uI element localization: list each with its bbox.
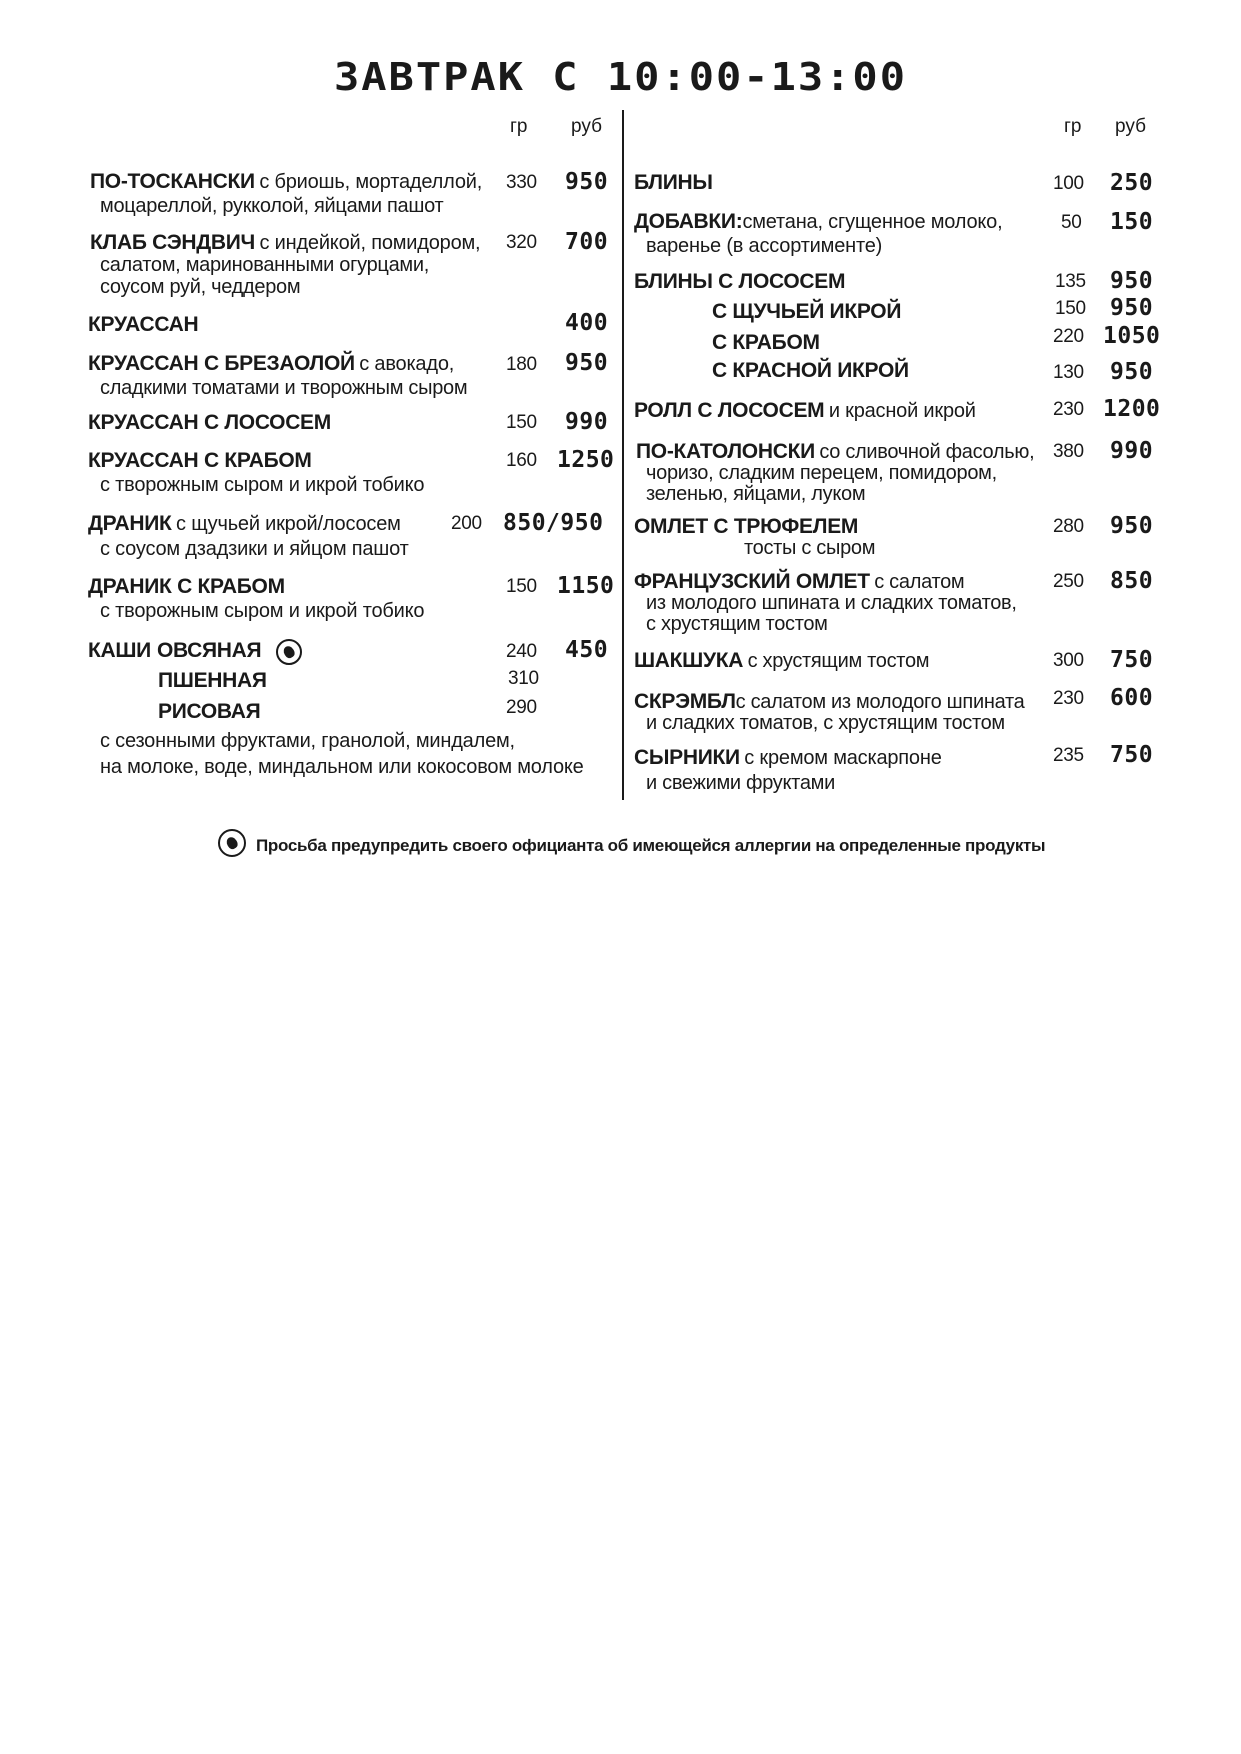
item-price: 1050 bbox=[1103, 323, 1161, 349]
item-desc-line: салатом, маринованными огурцами, bbox=[100, 254, 429, 276]
item-desc-line: из молодого шпината и сладких томатов, bbox=[646, 592, 1017, 614]
item-price: 950 bbox=[565, 169, 609, 195]
item-desc: с индейкой, помидором, bbox=[259, 232, 481, 254]
menu-item-scramble bbox=[634, 690, 1024, 714]
menu-item-pancakes: БЛИНЫ bbox=[634, 171, 713, 194]
item-desc-line: с творожным сыром и икрой тобико bbox=[100, 474, 425, 496]
menu-item-truffle-omelette: ОМЛЕТ С ТРЮФЕЛЕМ bbox=[634, 515, 859, 538]
menu-item-toscana bbox=[90, 170, 482, 194]
porridge-oat: ОВСЯНАЯ bbox=[157, 639, 262, 662]
item-desc-line: тосты с сыром bbox=[744, 537, 876, 559]
item-grams: 380 bbox=[1053, 441, 1084, 462]
item-desc-line: варенье (в ассортименте) bbox=[646, 235, 883, 257]
item-name: ПО-КАТОЛОНСКИ bbox=[636, 440, 815, 463]
item-price: 1200 bbox=[1103, 396, 1161, 422]
item-grams: 250 bbox=[1053, 571, 1084, 592]
item-price: 600 bbox=[1110, 685, 1154, 711]
item-desc-line: сладкими томатами и творожным сыром bbox=[100, 377, 468, 399]
item-desc-line: с хрустящим тостом bbox=[646, 613, 828, 635]
item-price: 850 bbox=[1110, 568, 1154, 594]
item-desc: с салатом bbox=[874, 571, 965, 593]
menu-item-club-sandwich bbox=[90, 231, 480, 255]
item-price: 1250 bbox=[557, 447, 615, 473]
menu-item-dranik-crab: ДРАНИК С КРАБОМ bbox=[88, 575, 285, 598]
item-name: ШАКШУКА bbox=[634, 649, 744, 672]
allergy-icon bbox=[218, 829, 246, 857]
item-desc: со сливочной фасолью, bbox=[819, 441, 1035, 463]
item-desc: с хрустящим тостом bbox=[747, 650, 930, 672]
item-price: 990 bbox=[565, 409, 609, 435]
item-grams: 290 bbox=[506, 697, 537, 718]
item-grams: 310 bbox=[508, 668, 539, 689]
menu-item-porridge: КАШИ bbox=[88, 639, 151, 662]
item-grams: 150 bbox=[506, 576, 537, 597]
item-grams: 330 bbox=[506, 172, 537, 193]
menu-item-shakshuka bbox=[634, 649, 929, 673]
menu-item-pancakes-red-caviar: С КРАСНОЙ ИКРОЙ bbox=[712, 359, 909, 382]
item-desc-line: с творожным сыром и икрой тобико bbox=[100, 600, 425, 622]
item-desc: и красной икрой bbox=[828, 400, 976, 422]
item-desc: с салатом из молодого шпината bbox=[735, 691, 1025, 713]
item-grams: 235 bbox=[1053, 745, 1084, 766]
item-grams: 240 bbox=[506, 641, 537, 662]
allergy-icon bbox=[276, 639, 302, 665]
item-grams: 100 bbox=[1053, 173, 1084, 194]
item-price: 990 bbox=[1110, 438, 1154, 464]
item-price: 850/950 bbox=[503, 510, 604, 536]
item-name: ПО-ТОСКАНСКИ bbox=[90, 170, 255, 193]
item-desc-line: чоризо, сладким перецем, помидором, bbox=[646, 462, 997, 484]
item-price: 750 bbox=[1110, 647, 1154, 673]
item-name: ДРАНИК bbox=[88, 512, 172, 535]
item-name: КРУАССАН С БРЕЗАОЛОЙ bbox=[88, 352, 355, 375]
item-desc: с кремом маскарпоне bbox=[744, 747, 942, 769]
menu-item-french-omelette bbox=[634, 570, 964, 594]
porridge-rice: РИСОВАЯ bbox=[158, 700, 261, 723]
item-price: 950 bbox=[1110, 359, 1154, 385]
item-desc-line: и свежими фруктами bbox=[646, 772, 835, 794]
item-desc: с авокадо, bbox=[359, 353, 455, 375]
item-price: 700 bbox=[565, 229, 609, 255]
item-name: КЛАБ СЭНДВИЧ bbox=[90, 231, 256, 254]
item-grams: 150 bbox=[1055, 298, 1086, 319]
menu-item-catalan bbox=[636, 440, 1034, 464]
item-name: СЫРНИКИ bbox=[634, 746, 740, 769]
item-grams: 180 bbox=[506, 354, 537, 375]
menu-item-croissant-bresaola bbox=[88, 352, 454, 376]
item-desc: с бриошь, мортаделлой, bbox=[259, 171, 483, 193]
item-price: 250 bbox=[1110, 170, 1154, 196]
item-grams: 135 bbox=[1055, 271, 1086, 292]
item-desc-line: моцареллой, рукколой, яйцами пашот bbox=[100, 195, 444, 217]
item-name: СКРЭМБЛ bbox=[634, 690, 736, 713]
item-price: 750 bbox=[1110, 742, 1154, 768]
item-grams: 230 bbox=[1053, 399, 1084, 420]
item-desc: сметана, сгущенное молоко, bbox=[742, 211, 1003, 233]
item-price: 950 bbox=[1110, 513, 1154, 539]
item-desc-line: с соусом дзадзики и яйцом пашот bbox=[100, 538, 409, 560]
item-name: ДОБАВКИ: bbox=[634, 210, 743, 233]
right-price-header: руб bbox=[1115, 116, 1146, 137]
item-grams: 150 bbox=[506, 412, 537, 433]
menu-item-pancakes-salmon: БЛИНЫ С ЛОСОСЕМ bbox=[634, 270, 846, 293]
menu-item-syrniki bbox=[634, 746, 942, 770]
item-price: 400 bbox=[565, 310, 609, 336]
item-desc-line: и сладких томатов, с хрустящим тостом bbox=[646, 712, 1005, 734]
item-price: 1150 bbox=[557, 573, 615, 599]
item-grams: 160 bbox=[506, 450, 537, 471]
menu-item-croissant-salmon: КРУАССАН С ЛОСОСЕМ bbox=[88, 411, 331, 434]
right-grams-header: гр bbox=[1064, 116, 1082, 137]
item-grams: 200 bbox=[451, 513, 482, 534]
item-price: 150 bbox=[1110, 209, 1154, 235]
item-grams: 320 bbox=[506, 232, 537, 253]
allergy-note: Просьба предупредить своего официанта об имеющейся аллергии на определенные продукты bbox=[256, 836, 1046, 855]
item-desc: с щучьей икрой/лососем bbox=[176, 513, 401, 535]
item-price: 950 bbox=[1110, 268, 1154, 294]
menu-item-extras bbox=[634, 210, 1002, 234]
menu-item-dranik bbox=[88, 512, 401, 536]
menu-item-croissant: КРУАССАН bbox=[88, 313, 199, 336]
column-divider bbox=[622, 110, 624, 800]
item-name: ФРАНЦУЗСКИЙ ОМЛЕТ bbox=[634, 570, 870, 593]
item-grams: 220 bbox=[1053, 326, 1084, 347]
menu-item-pancakes-pike-caviar: С ЩУЧЬЕЙ ИКРОЙ bbox=[712, 300, 902, 323]
item-desc-line: на молоке, воде, миндальном или кокосовом молоке bbox=[100, 756, 584, 778]
menu-item-croissant-crab: КРУАССАН С КРАБОМ bbox=[88, 449, 312, 472]
item-price: 450 bbox=[565, 637, 609, 663]
item-grams: 300 bbox=[1053, 650, 1084, 671]
item-price: 950 bbox=[1110, 295, 1154, 321]
item-desc-line: с сезонными фруктами, гранолой, миндалем, bbox=[100, 730, 515, 752]
menu-item-salmon-roll bbox=[634, 399, 976, 423]
item-name: РОЛЛ С ЛОСОСЕМ bbox=[634, 399, 825, 422]
left-price-header: руб bbox=[571, 116, 602, 137]
item-desc-line: соусом руй, чеддером bbox=[100, 276, 301, 298]
porridge-millet: ПШЕННАЯ bbox=[158, 669, 267, 692]
menu-item-pancakes-crab: С КРАБОМ bbox=[712, 331, 820, 354]
left-grams-header: гр bbox=[510, 116, 528, 137]
item-price: 950 bbox=[565, 350, 609, 376]
item-grams: 230 bbox=[1053, 688, 1084, 709]
item-grams: 50 bbox=[1061, 212, 1082, 233]
menu-title: ЗАВТРАК С 10:00-13:00 bbox=[333, 53, 907, 100]
item-grams: 280 bbox=[1053, 516, 1084, 537]
item-grams: 130 bbox=[1053, 362, 1084, 383]
item-desc-line: зеленью, яйцами, луком bbox=[646, 483, 866, 505]
